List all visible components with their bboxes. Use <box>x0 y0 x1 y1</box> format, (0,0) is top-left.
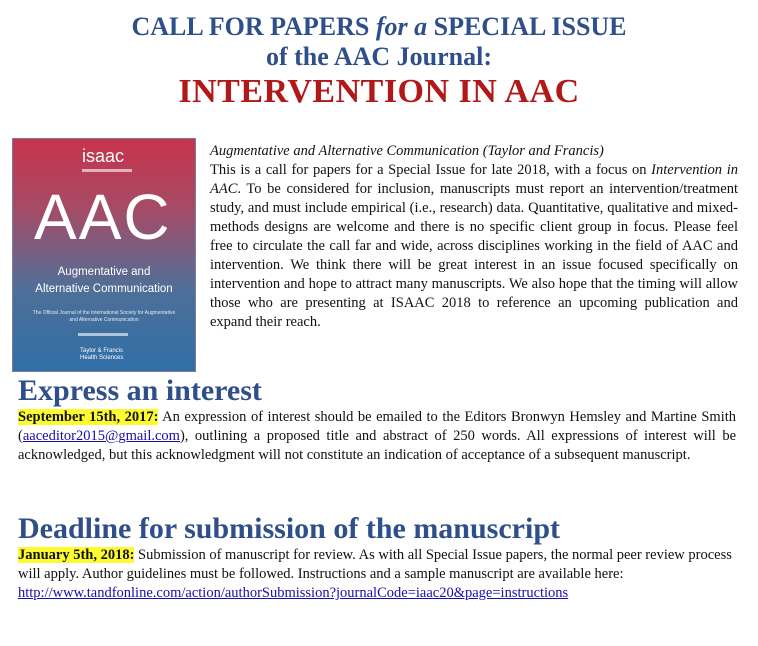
deadline-paragraph <box>18 546 736 603</box>
cover-isaac-logo: isaac <box>82 146 125 166</box>
author-guidelines-link[interactable]: http://www.tandfonline.com/action/authorSubmission?journalCode=iaac20&page=instructions <box>18 585 569 601</box>
intro-text-before: This is a call for papers for a Special Issue for late 2018, with a focus on <box>210 162 652 178</box>
deadline-text: Submission of manuscript for review. As with all Special Issue papers, the normal peer review process will apply. Author guidelines must be followed. Instructions and a sample manuscript are available here: <box>18 547 732 582</box>
cover-small-text: The Official Journal of the International Society for Augmentative and Alternative Communication <box>32 310 176 323</box>
cover-publisher-name: Taylor & Francis <box>80 348 124 354</box>
header-line1-prefix: CALL FOR PAPERS <box>131 12 376 41</box>
cover-title-line2: Alternative Communication <box>35 283 173 295</box>
express-interest-date: September 15th, 2017: <box>18 409 159 425</box>
cover-publisher-sub: Health Sciences <box>80 355 124 361</box>
intro-paragraph <box>210 161 738 332</box>
intro-text-italic: Intervention in AAC <box>210 162 738 197</box>
deadline-section <box>18 512 736 603</box>
cover-issn-bar <box>78 333 128 336</box>
deadline-heading: Deadline for submission of the manuscript <box>18 512 560 545</box>
express-interest-heading: Express an interest <box>18 374 262 407</box>
cover-publisher <box>80 348 123 362</box>
deadline-date: January 5th, 2018: <box>18 547 135 563</box>
express-interest-paragraph <box>18 408 736 465</box>
editor-email-link[interactable]: aaceditor2015@gmail.com <box>22 428 180 444</box>
intro-block <box>210 142 738 332</box>
express-interest-section <box>18 374 736 465</box>
header-line1-italic: for a <box>375 12 428 41</box>
header-line2: of the AAC Journal: <box>265 42 493 71</box>
intro-text-after: . To be considered for inclusion, manuscripts must report an intervention/treatment study, and must include empirical (i.e., research) data. Quantitative, qualitative and mixed-methods designs are welcome and there is no specific client group in focus. Please feel free to circulate the call far and wide, across disciplines working in the field of AAC and intervention. We think there will be great interest in an issue focused specifically on intervention and hope to attract many manuscripts. We also hope that the timing will allow those who are presenting at ISAAC 2018 to reference an upcoming publication and expand their reach. <box>210 181 738 330</box>
journal-cover-image <box>12 138 196 372</box>
express-text-after: ), outlining a proposed title and abstract of 250 words. All expressions of interest will be acknowledged, but this acknowledgment will not constitute an indication of acceptance of a subsequent manuscript. <box>18 428 736 463</box>
journal-name: Augmentative and Alternative Communication (Taylor and Francis) <box>210 143 604 159</box>
cover-title <box>12 264 196 298</box>
cover-logo-underline <box>82 169 132 172</box>
header-line1 <box>0 12 758 42</box>
header-line1-suffix: SPECIAL ISSUE <box>427 12 627 41</box>
page-header <box>0 12 758 112</box>
cover-big-title: AAC <box>34 181 172 253</box>
express-text-before: An expression of interest should be emailed to the Editors Bronwyn Hemsley and Martine Smith ( <box>18 409 736 444</box>
cover-title-line1: Augmentative and <box>57 266 151 278</box>
page-title: INTERVENTION IN AAC <box>178 73 580 110</box>
